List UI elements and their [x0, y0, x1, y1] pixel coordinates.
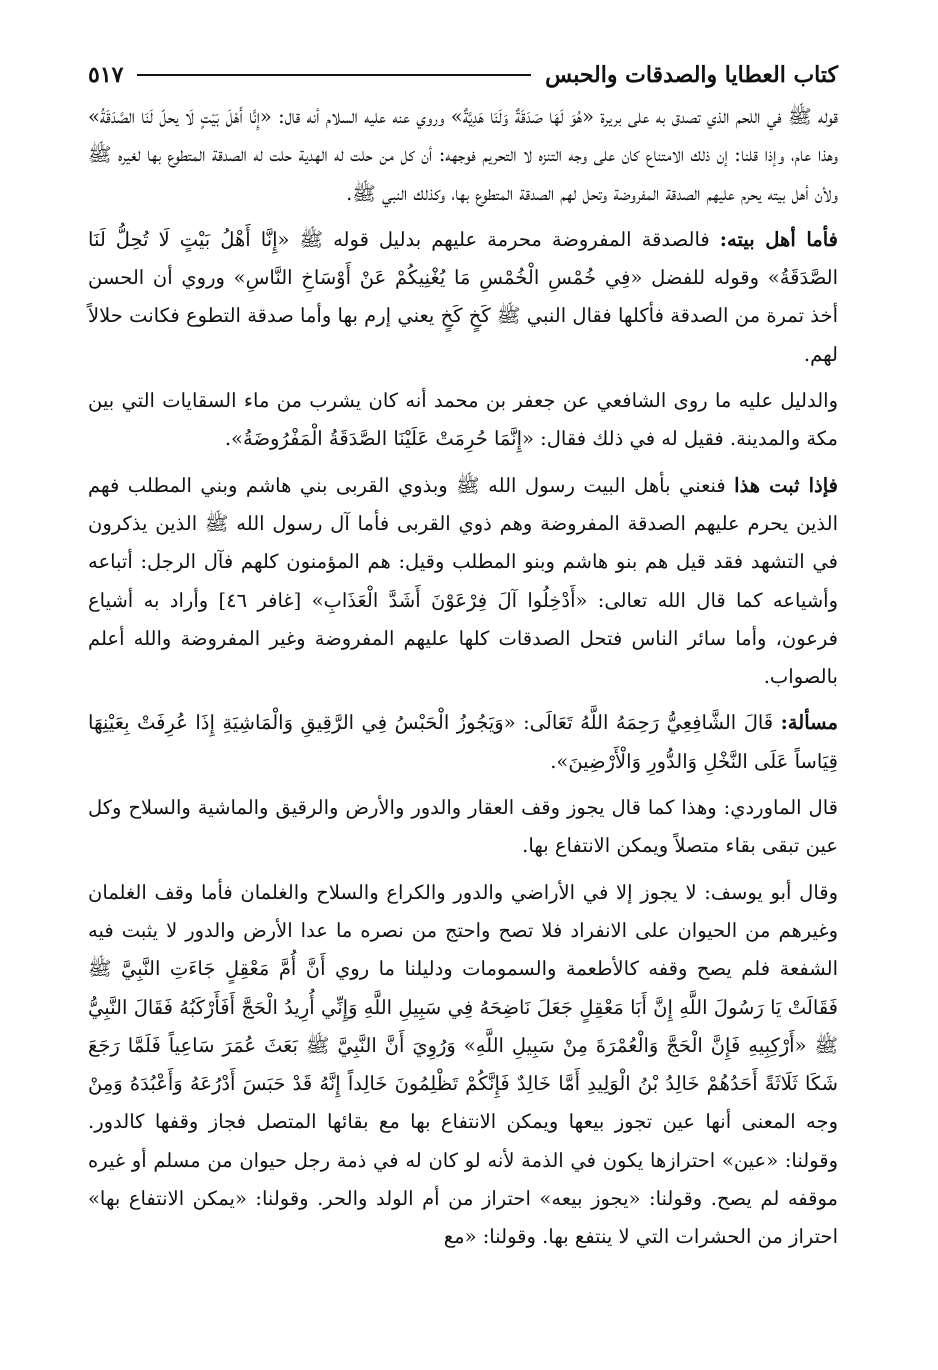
header-title: كتاب العطايا والصدقات والحبس — [545, 62, 838, 88]
paragraph-text: قال الماوردي: وهذا كما قال يجوز وقف العقار والدور والأرض والرقيق والماشية والسلاح وكل عين تبقى بقاء متصلاً ويمكن الانتفاع بها. — [88, 796, 838, 858]
paragraph — [88, 382, 838, 459]
paragraph — [88, 704, 838, 781]
paragraph-text: قَالَ الشَّافِعِيُّ رَحِمَهُ اللَّهُ تَعَالَى: «وَيَجُوزُ الْحَبْسُ فِي الرَّقِيقِ وَالْمَاشِيَةِ إِذَا عُرِفَتْ بِعَيْنِهَا قِيَاساً عَلَى النَّخْلِ وَالدُّورِ وَالْأَرْضِينَ». — [88, 711, 838, 773]
paragraph-text: فالصدقة المفروضة محرمة عليهم بدليل قوله ﷺ «إِنَّا أَهْلُ بَيْتٍ لَا تُحِلُّ لَنَا الصَّدَقَةُ» وقوله للفضل «فِي خُمْسِ الْخُمْسِ مَا يُغْنِيكُمْ عَنْ أَوْسَاخِ النَّاسِ» وروي أن الحسن أخذ تمرة من الصدقة فأكلها فقال النبي ﷺ كَخٍ كَخٍ يعني إرم بها وأما صدقة التطوع فكانت حلالاً لهم. — [88, 227, 838, 366]
paragraph-lead: مسألة: — [780, 711, 838, 735]
paragraph-text: قوله ﷺ في اللحم الذي تصدق به على بريرة «هُوَ لَهَا صَدَقَةٌ وَلَنَا هَدِيَّةٌ» وروي عنه عليه السلام أنه قال: «إِنَّا أَهْلَ بَيْتٍ لَا يحلّ لَنَا الصَّدَقَةُ» وهذا عام، وإذا قلنا: إن ذلك الامتناع كان على وجه التنزه لا التحريم فوجهه: أن كل من حلت له الهدية حلت له الصدقة المتطوع بها لغيره ﷺ ولأن أهل بيته يحرم عليهم الصدقة المفروضة وتحل لهم الصدقة المتطوع بها، وكذلك النبي ﷺ. — [88, 105, 838, 205]
running-header — [88, 58, 838, 92]
paragraph-lead: فأما أهل بيته: — [719, 227, 839, 251]
paragraph-text: والدليل عليه ما روى الشافعي عن جعفر بن محمد أنه كان يشرب من ماء السقايات التي بين مكة والمدينة. فقيل له في ذلك فقال: «إِنَّمَا حُرِمَتْ عَلَيْنَا الصَّدَقَةُ الْمَفْرُوضَةُ». — [88, 389, 838, 451]
paragraph-text: وقال أبو يوسف: لا يجوز إلا في الأراضي والدور والكراع والسلاح والغلمان فأما وقف الغلمان وغيرهم من الحيوان على الانفراد فلا تصح واحتج من نصره ما عدا الأرض والدور لا يثبت فيه الشفعة فلم يصح وقفه كالأطعمة والسمومات ودليلنا ما روي أَنَّ أُمَّ مَعْقِلٍ جَاءَتِ النَّبِيَّ ﷺ فَقَالَتْ يَا رَسُولَ اللَّهِ إِنَّ أَبَا مَعْقِلٍ جَعَلَ نَاضِحَهُ فِي سَبِيلِ اللَّهِ وَإِنِّي أُرِيدُ الْحَجَّ أَفَأَرْكَبُهُ فَقَالَ النَّبِيُّ ﷺ «أَرْكِبِيهِ فَإِنَّ الْحَجَّ وَالْعُمْرَةَ مِنْ سَبِيلِ اللَّهِ» وَرُوِيَ أَنَّ النَّبِيَّ ﷺ بَعَثَ عُمَرَ سَاعِياً فَلَمَّا رَجَعَ شَكَا ثَلَاثَةً أَحَدُهُمْ خَالِدُ بْنُ الْوَلِيدِ أَمَّا خَالِدٌ فَإِنَّكُمْ تَظْلِمُونَ خَالِداً إِنَّهُ قَدْ حَبَسَ أَدْرُعَهُ وَأَعْبُدَهُ وَمِنْ وجه المعنى أنها عين تجوز بيعها ويمكن الانتفاع بها مع بقائها المتصل فجاز وقفها كالدور. وقولنا: «عين» احترازها يكون في الذمة لأنه لو كان له في ذمة رجل حيوان من مسلم أو غيره موقفه لم يصح. وقولنا: «يجوز بيعه» احتراز من أم الولد والحر. وقولنا: «يمكن الانتفاع بها» احتراز من الحشرات التي لا ينتفع بها. وقولنا: «مع — [88, 880, 838, 1249]
page-body — [88, 98, 838, 1257]
paragraph — [88, 98, 838, 213]
paragraph-lead: فإذا ثبت هذا — [734, 473, 838, 497]
paragraph-text: فنعني بأهل البيت رسول الله ﷺ وبذوي القربى بني هاشم وبني المطلب فهم الذين يحرم عليهم الصدقة المفروضة وهم ذوي القربى فأما آل رسول الله ﷺ الذين يذكرون في التشهد فقد قيل هم بنو هاشم وبنو المطلب وقيل: هم المؤمنون كلهم فآل الرجل: أتباعه وأشياعه كما قال الله تعالى: «أَدْخِلُوا آلَ فِرْعَوْنَ أَشَدَّ الْعَذَابِ» [غافر ٤٦] وأراد به أشياع فرعون، وأما سائر الناس فتحل الصدقات كلها عليهم المفروضة وغير المفروضة والله أعلم بالصواب. — [88, 473, 838, 689]
paragraph — [88, 467, 838, 697]
paragraph — [88, 874, 838, 1257]
paragraph — [88, 221, 838, 374]
paragraph — [88, 789, 838, 866]
page-number: ٥١٧ — [88, 62, 124, 88]
header-divider — [137, 74, 531, 76]
